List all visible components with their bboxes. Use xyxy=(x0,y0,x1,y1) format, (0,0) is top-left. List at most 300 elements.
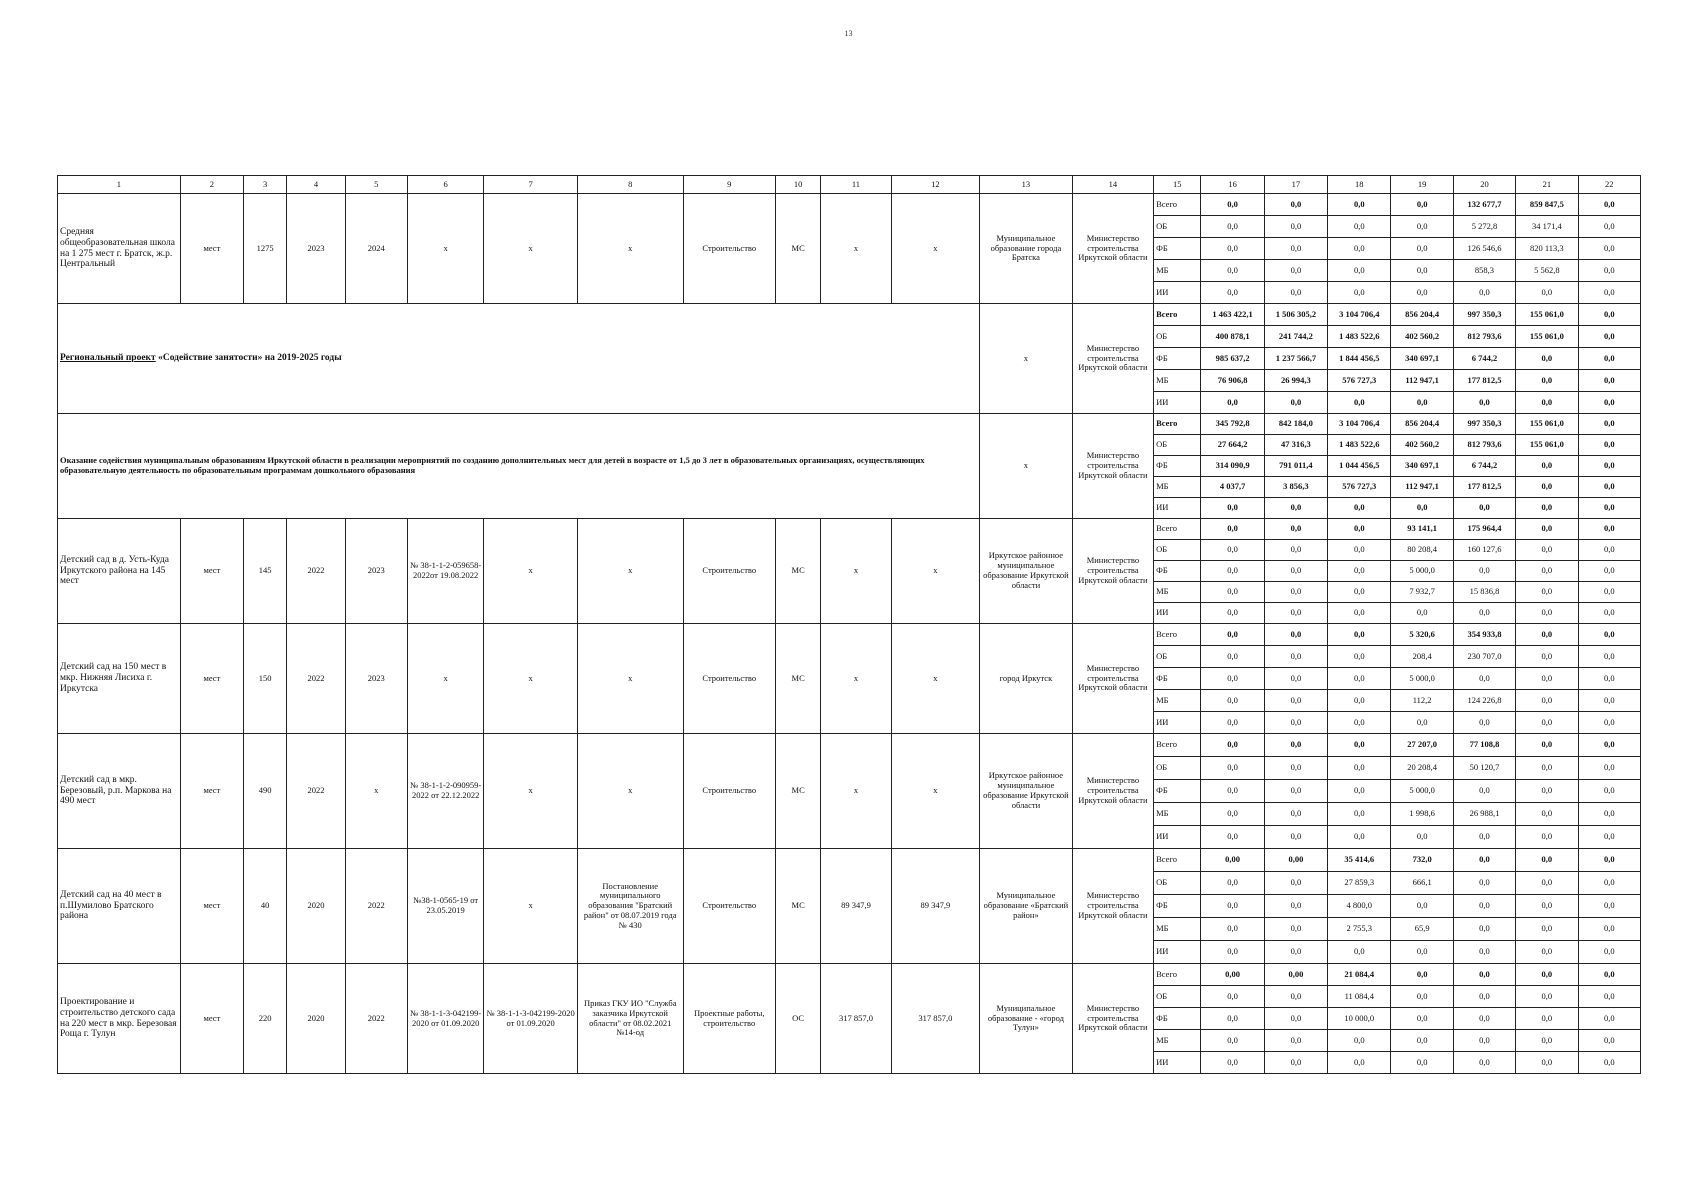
amount-cell: 0,0 xyxy=(1453,498,1515,519)
amount-cell: 0,0 xyxy=(1264,260,1327,282)
amount-cell: 0,0 xyxy=(1516,1030,1578,1052)
amount-cell: 27 859,3 xyxy=(1328,872,1391,895)
amount-cell: 0,0 xyxy=(1201,194,1264,216)
amount-cell: 0,0 xyxy=(1578,282,1641,304)
amount-cell: 0,0 xyxy=(1391,826,1453,849)
amount-cell: 856 204,4 xyxy=(1391,414,1453,435)
amount-cell: 0,0 xyxy=(1578,964,1641,986)
estimated-cost-cell: x xyxy=(821,519,891,624)
column-number: 8 xyxy=(577,176,683,194)
amount-cell: 208,4 xyxy=(1391,646,1453,668)
amount-cell: 1 844 456,5 xyxy=(1328,348,1391,370)
amount-cell: 0,0 xyxy=(1328,826,1391,849)
funding-source-cell: ОБ xyxy=(1154,872,1201,895)
year-end-cell: 2022 xyxy=(345,964,407,1074)
amount-cell: 0,0 xyxy=(1391,216,1453,238)
year-end-cell: 2023 xyxy=(345,624,407,734)
amount-cell: 0,0 xyxy=(1264,941,1327,964)
amount-cell: 27 664,2 xyxy=(1201,435,1264,456)
amount-cell: 0,00 xyxy=(1264,964,1327,986)
amount-cell: 0,0 xyxy=(1264,986,1327,1008)
funding-source-cell: Всего xyxy=(1154,849,1201,872)
amount-cell: 0,0 xyxy=(1201,260,1264,282)
amount-cell: 0,0 xyxy=(1264,519,1327,540)
column-number: 4 xyxy=(287,176,345,194)
amount-cell: 7 932,7 xyxy=(1391,582,1453,603)
amount-cell: 0,0 xyxy=(1516,348,1578,370)
amount-cell: 400 878,1 xyxy=(1201,326,1264,348)
unit-cell: мест xyxy=(180,194,243,304)
funding-source-cell: Всего xyxy=(1154,964,1201,986)
work-type-cell: Строительство xyxy=(683,734,776,849)
amount-cell: 0,0 xyxy=(1264,540,1327,561)
amount-cell: 0,0 xyxy=(1201,624,1264,646)
amount-cell: 0,0 xyxy=(1328,216,1391,238)
amount-cell: 0,0 xyxy=(1391,941,1453,964)
amount-cell: 0,0 xyxy=(1201,216,1264,238)
amount-cell: 1 998,6 xyxy=(1391,803,1453,826)
year-start-cell: 2022 xyxy=(287,624,345,734)
amount-cell: 0,0 xyxy=(1578,1008,1641,1030)
decision-cell: Приказ ГКУ ИО "Служба заказчика Иркутской области" от 08.02.2021 №14-од xyxy=(577,964,683,1074)
funding-source-cell: МБ xyxy=(1154,918,1201,941)
amount-cell: 0,0 xyxy=(1578,216,1641,238)
amount-cell: 0,0 xyxy=(1328,282,1391,304)
amount-cell: 340 697,1 xyxy=(1391,348,1453,370)
amount-cell: 0,0 xyxy=(1578,238,1641,260)
amount-cell: 0,0 xyxy=(1516,986,1578,1008)
amount-cell: 0,0 xyxy=(1201,1052,1264,1074)
amount-cell: 0,0 xyxy=(1516,712,1578,734)
amount-cell: 5 272,8 xyxy=(1453,216,1515,238)
funding-source-cell: ОБ xyxy=(1154,646,1201,668)
amount-cell: 812 793,6 xyxy=(1453,435,1515,456)
amount-cell: 0,0 xyxy=(1578,1052,1641,1074)
amount-cell: 0,0 xyxy=(1516,624,1578,646)
amount-cell: 5 562,8 xyxy=(1516,260,1578,282)
amount-cell: 0,0 xyxy=(1328,803,1391,826)
expertise-cell: x xyxy=(407,624,483,734)
amount-cell: 0,0 xyxy=(1201,712,1264,734)
level-cell: МС xyxy=(776,519,821,624)
estimated-cost-cell: x xyxy=(821,194,891,304)
amount-cell: 0,0 xyxy=(1201,646,1264,668)
amount-cell: 0,0 xyxy=(1264,757,1327,780)
column-number: 14 xyxy=(1072,176,1153,194)
amount-cell: 0,0 xyxy=(1578,435,1641,456)
funding-source-cell: МБ xyxy=(1154,1030,1201,1052)
amount-cell: 0,0 xyxy=(1264,646,1327,668)
amount-cell: 0,0 xyxy=(1453,282,1515,304)
amount-cell: 0,00 xyxy=(1264,849,1327,872)
amount-cell: 0,0 xyxy=(1578,668,1641,690)
amount-cell: 0,0 xyxy=(1328,780,1391,803)
amount-cell: 0,0 xyxy=(1516,690,1578,712)
amount-cell: 50 120,7 xyxy=(1453,757,1515,780)
table-row xyxy=(58,964,1641,986)
funding-source-cell: МБ xyxy=(1154,690,1201,712)
object-name-cell: Детский сад на 150 мест в мкр. Нижняя Лисиха г. Иркутска xyxy=(58,624,181,734)
amount-cell: 1 506 305,2 xyxy=(1264,304,1327,326)
amount-cell: 0,0 xyxy=(1201,757,1264,780)
amount-cell: 241 744,2 xyxy=(1264,326,1327,348)
amount-cell: 0,0 xyxy=(1391,194,1453,216)
amount-cell: 666,1 xyxy=(1391,872,1453,895)
amount-cell: 0,0 xyxy=(1264,826,1327,849)
amount-cell: 0,0 xyxy=(1391,1008,1453,1030)
amount-cell: 0,0 xyxy=(1578,477,1641,498)
executor-cell: Министерство строительства Иркутской области xyxy=(1072,519,1153,624)
amount-cell: 985 637,2 xyxy=(1201,348,1264,370)
amount-cell: 0,0 xyxy=(1264,1052,1327,1074)
amount-cell: 0,0 xyxy=(1328,624,1391,646)
amount-cell: 820 113,3 xyxy=(1516,238,1578,260)
amount-cell: 0,0 xyxy=(1516,477,1578,498)
amount-cell: 0,0 xyxy=(1516,1052,1578,1074)
executor-cell: Министерство строительства Иркутской области xyxy=(1072,964,1153,1074)
amount-cell: 0,0 xyxy=(1578,941,1641,964)
column-number: 17 xyxy=(1264,176,1327,194)
remaining-cost-cell: x xyxy=(891,734,980,849)
amount-cell: 6 744,2 xyxy=(1453,456,1515,477)
amount-cell: 0,0 xyxy=(1578,260,1641,282)
amount-cell: 0,0 xyxy=(1516,519,1578,540)
object-name-cell: Средняя общеобразовательная школа на 1 275 мест г. Братск, ж.р. Центральный xyxy=(58,194,181,304)
amount-cell: 0,0 xyxy=(1201,780,1264,803)
amount-cell: 0,0 xyxy=(1453,964,1515,986)
amount-cell: 0,0 xyxy=(1578,561,1641,582)
amount-cell: 177 812,5 xyxy=(1453,370,1515,392)
amount-cell: 0,0 xyxy=(1264,282,1327,304)
amount-cell: 0,0 xyxy=(1201,872,1264,895)
amount-cell: 0,0 xyxy=(1328,582,1391,603)
amount-cell: 0,0 xyxy=(1516,757,1578,780)
amount-cell: 0,0 xyxy=(1264,895,1327,918)
amount-cell: 402 560,2 xyxy=(1391,435,1453,456)
amount-cell: 155 061,0 xyxy=(1516,326,1578,348)
amount-cell: 0,0 xyxy=(1264,712,1327,734)
year-start-cell: 2023 xyxy=(287,194,345,304)
amount-cell: 0,0 xyxy=(1453,603,1515,624)
amount-cell: 0,0 xyxy=(1264,238,1327,260)
level-cell: МС xyxy=(776,849,821,964)
funding-source-cell: ИИ xyxy=(1154,603,1201,624)
amount-cell: 0,0 xyxy=(1328,603,1391,624)
amount-cell: 0,0 xyxy=(1201,1030,1264,1052)
amount-cell: 812 793,6 xyxy=(1453,326,1515,348)
amount-cell: 0,0 xyxy=(1578,348,1641,370)
year-start-cell: 2022 xyxy=(287,519,345,624)
municipality-cell: Муниципальное образование «Братский район» xyxy=(980,849,1073,964)
funding-source-cell: Всего xyxy=(1154,194,1201,216)
amount-cell: 47 316,3 xyxy=(1264,435,1327,456)
work-type-cell: Строительство xyxy=(683,519,776,624)
amount-cell: 5 000,0 xyxy=(1391,561,1453,582)
amount-cell: 155 061,0 xyxy=(1516,304,1578,326)
amount-cell: 0,0 xyxy=(1453,849,1515,872)
executor-cell: Министерство строительства Иркутской области xyxy=(1072,849,1153,964)
municipality-cell: город Иркутск xyxy=(980,624,1073,734)
amount-cell: 0,0 xyxy=(1516,282,1578,304)
amount-cell: 175 964,4 xyxy=(1453,519,1515,540)
amount-cell: 27 207,0 xyxy=(1391,734,1453,757)
column-number: 20 xyxy=(1453,176,1515,194)
year-end-cell: 2024 xyxy=(345,194,407,304)
amount-cell: 402 560,2 xyxy=(1391,326,1453,348)
amount-cell: 2 755,3 xyxy=(1328,918,1391,941)
amount-cell: 3 856,3 xyxy=(1264,477,1327,498)
amount-cell: 859 847,5 xyxy=(1516,194,1578,216)
amount-cell: 0,0 xyxy=(1516,918,1578,941)
amount-cell: 314 090,9 xyxy=(1201,456,1264,477)
amount-cell: 345 792,8 xyxy=(1201,414,1264,435)
funding-source-cell: ФБ xyxy=(1154,780,1201,803)
year-start-cell: 2020 xyxy=(287,964,345,1074)
amount-cell: 0,0 xyxy=(1328,392,1391,414)
measure-title-cell: Оказание содействия муниципальным образованиям Иркутской области в реализации мероприятий по созданию дополнительных мест для детей в возрасте от 1,5 до 3 лет в образовательных организациях, осуществляющих образовательную деятельность по образовательным программам дошкольного образования xyxy=(58,414,980,519)
funding-source-cell: ОБ xyxy=(1154,986,1201,1008)
amount-cell: 1 483 522,6 xyxy=(1328,435,1391,456)
amount-cell: 997 350,3 xyxy=(1453,304,1515,326)
amount-cell: 0,0 xyxy=(1391,712,1453,734)
column-number: 1 xyxy=(58,176,181,194)
amount-cell: 0,0 xyxy=(1516,646,1578,668)
amount-cell: 0,0 xyxy=(1391,1030,1453,1052)
amount-cell: 3 104 706,4 xyxy=(1328,304,1391,326)
amount-cell: 0,0 xyxy=(1578,895,1641,918)
column-number: 3 xyxy=(244,176,287,194)
amount-cell: 0,0 xyxy=(1264,734,1327,757)
permit-cell: x xyxy=(484,194,578,304)
estimated-cost-cell: 317 857,0 xyxy=(821,964,891,1074)
estimated-cost-cell: 89 347,9 xyxy=(821,849,891,964)
decision-cell: x xyxy=(577,734,683,849)
funding-source-cell: ФБ xyxy=(1154,561,1201,582)
amount-cell: 0,0 xyxy=(1516,1008,1578,1030)
project-title-rest: «Содействие занятости» на 2019-2025 годы xyxy=(155,353,342,364)
funding-source-cell: МБ xyxy=(1154,477,1201,498)
amount-cell: 0,00 xyxy=(1201,849,1264,872)
amount-cell: 126 546,6 xyxy=(1453,238,1515,260)
amount-cell: 0,0 xyxy=(1578,734,1641,757)
municipality-cell: Иркутское районное муниципальное образование Иркутской области xyxy=(980,519,1073,624)
amount-cell: 0,0 xyxy=(1264,624,1327,646)
amount-cell: 0,0 xyxy=(1578,780,1641,803)
funding-source-cell: ИИ xyxy=(1154,1052,1201,1074)
amount-cell: 93 141,1 xyxy=(1391,519,1453,540)
amount-cell: 0,0 xyxy=(1201,734,1264,757)
amount-cell: 0,0 xyxy=(1328,519,1391,540)
amount-cell: 0,0 xyxy=(1578,918,1641,941)
amount-cell: 0,0 xyxy=(1264,690,1327,712)
funding-source-cell: ФБ xyxy=(1154,348,1201,370)
level-cell: МС xyxy=(776,194,821,304)
amount-cell: 0,0 xyxy=(1328,260,1391,282)
executor-cell: Министерство строительства Иркутской области xyxy=(1072,304,1153,414)
amount-cell: 0,0 xyxy=(1264,872,1327,895)
expertise-cell: № 38-1-1-2-059658-2022от 19.08.2022 xyxy=(407,519,483,624)
amount-cell: 0,0 xyxy=(1391,986,1453,1008)
amount-cell: 0,0 xyxy=(1453,918,1515,941)
amount-cell: 5 000,0 xyxy=(1391,780,1453,803)
level-cell: МС xyxy=(776,734,821,849)
amount-cell: 0,0 xyxy=(1453,1030,1515,1052)
municipality-cell: x xyxy=(980,414,1073,519)
funding-source-cell: МБ xyxy=(1154,260,1201,282)
amount-cell: 15 836,8 xyxy=(1453,582,1515,603)
remaining-cost-cell: 317 857,0 xyxy=(891,964,980,1074)
funding-source-cell: ИИ xyxy=(1154,282,1201,304)
column-number: 2 xyxy=(180,176,243,194)
amount-cell: 124 226,8 xyxy=(1453,690,1515,712)
amount-cell: 0,0 xyxy=(1264,668,1327,690)
amount-cell: 0,0 xyxy=(1328,712,1391,734)
amount-cell: 0,0 xyxy=(1578,872,1641,895)
amount-cell: 76 906,8 xyxy=(1201,370,1264,392)
expertise-cell: x xyxy=(407,194,483,304)
amount-cell: 0,0 xyxy=(1328,561,1391,582)
amount-cell: 0,0 xyxy=(1201,668,1264,690)
funding-source-cell: ОБ xyxy=(1154,326,1201,348)
executor-cell: Министерство строительства Иркутской области xyxy=(1072,734,1153,849)
amount-cell: 0,0 xyxy=(1516,941,1578,964)
amount-cell: 112 947,1 xyxy=(1391,370,1453,392)
amount-cell: 0,0 xyxy=(1578,624,1641,646)
amount-cell: 0,0 xyxy=(1391,964,1453,986)
funding-source-cell: Всего xyxy=(1154,734,1201,757)
column-number: 15 xyxy=(1154,176,1201,194)
funding-source-cell: ИИ xyxy=(1154,941,1201,964)
amount-cell: 0,0 xyxy=(1391,498,1453,519)
amount-cell: 0,0 xyxy=(1578,304,1641,326)
amount-cell: 0,0 xyxy=(1516,392,1578,414)
amount-cell: 354 933,8 xyxy=(1453,624,1515,646)
amount-cell: 858,3 xyxy=(1453,260,1515,282)
amount-cell: 0,0 xyxy=(1453,941,1515,964)
amount-cell: 0,0 xyxy=(1264,216,1327,238)
amount-cell: 0,0 xyxy=(1578,986,1641,1008)
object-name-cell: Проектирование и строительство детского сада на 220 мест в мкр. Березовая Роща г. Тулун xyxy=(58,964,181,1074)
column-number: 21 xyxy=(1516,176,1578,194)
expertise-cell: № 38-1-1-3-042199-2020 от 01.09.2020 xyxy=(407,964,483,1074)
amount-cell: 26 988,1 xyxy=(1453,803,1515,826)
amount-cell: 0,0 xyxy=(1453,1052,1515,1074)
amount-cell: 0,0 xyxy=(1516,561,1578,582)
amount-cell: 0,0 xyxy=(1578,370,1641,392)
amount-cell: 3 104 706,4 xyxy=(1328,414,1391,435)
remaining-cost-cell: x xyxy=(891,194,980,304)
municipality-cell: Муниципальное образование города Братска xyxy=(980,194,1073,304)
amount-cell: 0,0 xyxy=(1516,734,1578,757)
amount-cell: 0,0 xyxy=(1328,194,1391,216)
object-name-cell: Детский сад на 40 мест в п.Шумилово Братского района xyxy=(58,849,181,964)
project-title-cell xyxy=(58,304,980,414)
permit-cell: x xyxy=(484,849,578,964)
amount-cell: 732,0 xyxy=(1391,849,1453,872)
amount-cell: 0,0 xyxy=(1453,895,1515,918)
amount-cell: 160 127,6 xyxy=(1453,540,1515,561)
amount-cell: 0,0 xyxy=(1453,826,1515,849)
amount-cell: 0,0 xyxy=(1453,986,1515,1008)
amount-cell: 21 084,4 xyxy=(1328,964,1391,986)
column-number: 18 xyxy=(1328,176,1391,194)
permit-cell: № 38-1-1-3-042199-2020 от 01.09.2020 xyxy=(484,964,578,1074)
amount-cell: 0,0 xyxy=(1578,646,1641,668)
level-cell: ОС xyxy=(776,964,821,1074)
capacity-cell: 150 xyxy=(244,624,287,734)
funding-source-cell: Всего xyxy=(1154,304,1201,326)
year-end-cell: 2023 xyxy=(345,519,407,624)
funding-source-cell: ОБ xyxy=(1154,216,1201,238)
funding-source-cell: МБ xyxy=(1154,582,1201,603)
object-name-cell: Детский сад в д. Усть-Куда Иркутского района на 145 мест xyxy=(58,519,181,624)
amount-cell: 842 184,0 xyxy=(1264,414,1327,435)
page-number: 13 xyxy=(844,29,853,38)
funding-source-cell: ИИ xyxy=(1154,498,1201,519)
amount-cell: 155 061,0 xyxy=(1516,414,1578,435)
table-row xyxy=(58,304,1641,326)
amount-cell: 0,0 xyxy=(1578,326,1641,348)
funding-source-cell: ИИ xyxy=(1154,712,1201,734)
amount-cell: 856 204,4 xyxy=(1391,304,1453,326)
funding-source-cell: ОБ xyxy=(1154,435,1201,456)
amount-cell: 0,0 xyxy=(1328,1030,1391,1052)
amount-cell: 6 744,2 xyxy=(1453,348,1515,370)
column-number: 12 xyxy=(891,176,980,194)
table-row xyxy=(58,194,1641,216)
amount-cell: 0,0 xyxy=(1328,646,1391,668)
amount-cell: 997 350,3 xyxy=(1453,414,1515,435)
year-start-cell: 2020 xyxy=(287,849,345,964)
amount-cell: 0,0 xyxy=(1328,734,1391,757)
amount-cell: 10 000,0 xyxy=(1328,1008,1391,1030)
amount-cell: 0,0 xyxy=(1201,603,1264,624)
amount-cell: 0,0 xyxy=(1264,498,1327,519)
funding-source-cell: МБ xyxy=(1154,370,1201,392)
amount-cell: 0,0 xyxy=(1391,895,1453,918)
amount-cell: 0,0 xyxy=(1516,849,1578,872)
amount-cell: 0,0 xyxy=(1578,826,1641,849)
amount-cell: 0,0 xyxy=(1516,895,1578,918)
amount-cell: 0,0 xyxy=(1201,826,1264,849)
unit-cell: мест xyxy=(180,849,243,964)
amount-cell: 0,0 xyxy=(1201,1008,1264,1030)
amount-cell: 5 320,6 xyxy=(1391,624,1453,646)
amount-cell: 0,0 xyxy=(1201,582,1264,603)
amount-cell: 0,0 xyxy=(1516,803,1578,826)
amount-cell: 77 108,8 xyxy=(1453,734,1515,757)
amount-cell: 0,0 xyxy=(1328,1052,1391,1074)
amount-cell: 0,0 xyxy=(1453,780,1515,803)
amount-cell: 1 237 566,7 xyxy=(1264,348,1327,370)
amount-cell: 576 727,3 xyxy=(1328,477,1391,498)
amount-cell: 0,0 xyxy=(1578,582,1641,603)
amount-cell: 0,0 xyxy=(1201,392,1264,414)
amount-cell: 0,0 xyxy=(1516,668,1578,690)
amount-cell: 4 037,7 xyxy=(1201,477,1264,498)
work-type-cell: Строительство xyxy=(683,624,776,734)
amount-cell: 0,0 xyxy=(1516,456,1578,477)
funding-source-cell: ИИ xyxy=(1154,392,1201,414)
municipality-cell: x xyxy=(980,304,1073,414)
work-type-cell: Строительство xyxy=(683,194,776,304)
amount-cell: 0,0 xyxy=(1391,260,1453,282)
amount-cell: 0,0 xyxy=(1453,392,1515,414)
amount-cell: 0,0 xyxy=(1578,392,1641,414)
amount-cell: 0,0 xyxy=(1453,872,1515,895)
amount-cell: 0,0 xyxy=(1264,194,1327,216)
amount-cell: 340 697,1 xyxy=(1391,456,1453,477)
